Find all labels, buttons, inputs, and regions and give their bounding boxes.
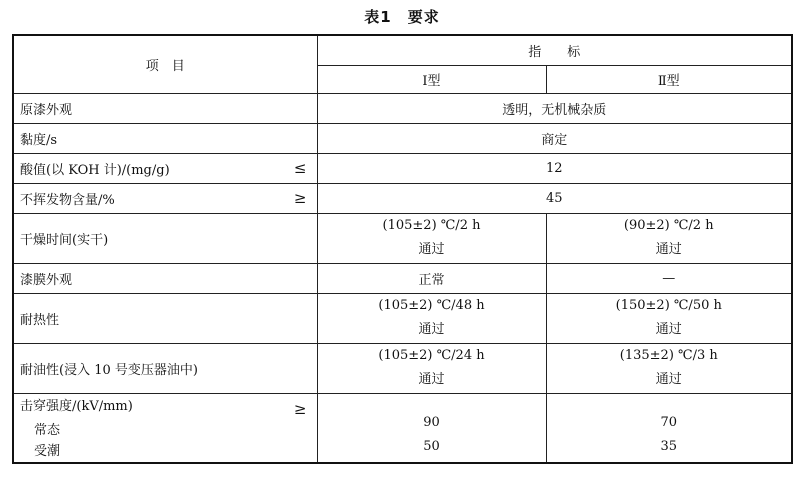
damp-value: 50 <box>423 439 440 454</box>
row-item-label: 原漆外观 <box>20 102 73 118</box>
table-row <box>13 123 792 153</box>
row-value: 12 <box>317 153 792 183</box>
header-indicator: 指 标 <box>317 35 792 65</box>
table-row <box>13 153 792 183</box>
header-item-label: 项 目 <box>145 58 185 74</box>
row-value-type2 <box>546 393 792 463</box>
row-value-type1 <box>317 393 546 463</box>
row-value-type1 <box>317 293 546 343</box>
table-row-breakdown <box>13 393 792 463</box>
condition-text: (105±2) ℃/2 h <box>382 218 481 233</box>
le-symbol: ≤ <box>293 159 307 177</box>
row-item <box>13 343 317 393</box>
table-row <box>13 293 792 343</box>
row-item <box>13 213 317 263</box>
row-value-type1: 正常 <box>317 263 546 293</box>
row-item <box>13 93 317 123</box>
condition-text: (135±2) ℃/3 h <box>619 348 718 363</box>
row-item-label: 漆膜外观 <box>20 272 73 288</box>
table-row <box>13 93 792 123</box>
row-item-label: 耐热性 <box>20 312 60 328</box>
row-item-label: 酸值(以 KOH 计)/(mg/g) <box>20 162 170 178</box>
result-text: 通过 <box>655 372 682 387</box>
result-text: 通过 <box>418 372 445 387</box>
row-item-label: 不挥发物含量/% <box>20 192 115 208</box>
table-row <box>13 343 792 393</box>
row-value: 45 <box>317 183 792 213</box>
header-row-1 <box>13 35 792 65</box>
row-value-type1 <box>317 213 546 263</box>
table-title: 表1 要求 <box>364 8 440 26</box>
row-item-label: 干燥时间(实干) <box>20 232 109 248</box>
result-text: 通过 <box>418 242 445 257</box>
row-item-label: 耐油性(浸入 10 号变压器油中) <box>20 362 198 378</box>
table-row <box>13 183 792 213</box>
result-text: 通过 <box>655 242 682 257</box>
requirements-table <box>12 34 793 464</box>
condition-text: (105±2) ℃/24 h <box>378 348 485 363</box>
row-value: 透明，无机械杂质 <box>317 93 792 123</box>
header-item <box>13 35 317 93</box>
condition-text: (105±2) ℃/48 h <box>378 298 485 313</box>
row-item-label: 击穿强度/(kV/mm) <box>20 398 133 414</box>
row-item-label: 黏度/s <box>20 132 58 148</box>
damp-value: 35 <box>660 439 678 454</box>
header-type1: Ⅰ型 <box>317 65 546 93</box>
row-item <box>13 123 317 153</box>
result-text: 通过 <box>655 322 682 337</box>
table-row <box>13 213 792 263</box>
row-item <box>13 263 317 293</box>
row-value-type2: — <box>546 263 792 293</box>
row-item <box>13 293 317 343</box>
row-item <box>13 183 317 213</box>
row-value: 商定 <box>317 123 792 153</box>
table-row <box>13 263 792 293</box>
normal-value: 90 <box>423 415 440 430</box>
ge-symbol: ≥ <box>293 399 307 418</box>
condition-text: (90±2) ℃/2 h <box>623 218 714 233</box>
ge-symbol: ≥ <box>293 189 307 207</box>
row-item <box>13 153 317 183</box>
row-value-type1 <box>317 343 546 393</box>
row-item <box>13 393 317 463</box>
condition-text: (150±2) ℃/50 h <box>615 298 722 313</box>
header-type2: Ⅱ型 <box>546 65 792 93</box>
row-value-type2 <box>546 293 792 343</box>
normal-value: 70 <box>660 415 678 430</box>
result-text: 通过 <box>418 322 445 337</box>
row-value-type2 <box>546 213 792 263</box>
row-value-type2 <box>546 343 792 393</box>
damp-label: 受潮 <box>34 443 61 459</box>
normal-label: 常态 <box>34 422 61 438</box>
